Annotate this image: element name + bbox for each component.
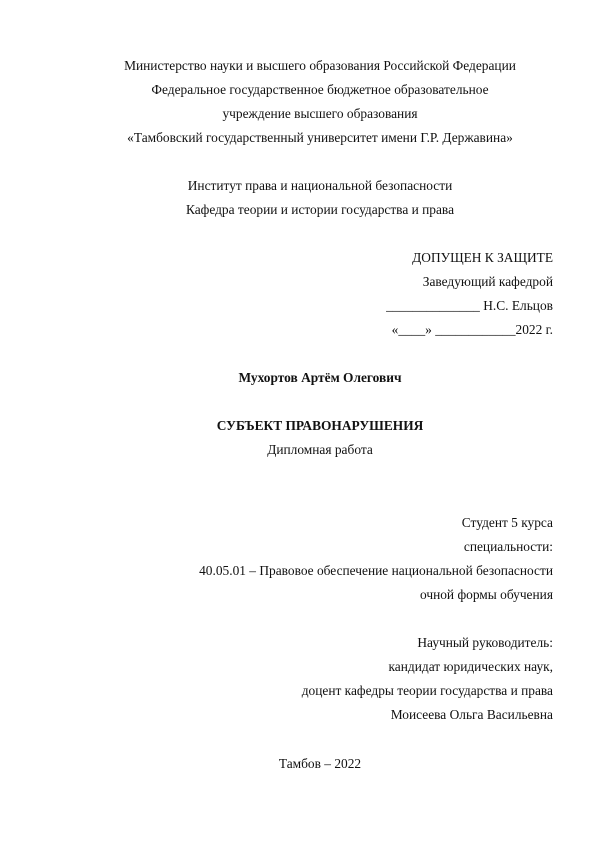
approval-signature: ______________ Н.С. Ельцов (386, 298, 553, 313)
ministry-line: Министерство науки и высшего образования Российской Федерации (124, 58, 516, 73)
department-line: Кафедра теории и истории государства и права (185, 202, 455, 217)
student-specialty: 40.05.01 – Правовое обеспечение национальной безопасности (199, 563, 553, 578)
supervisor-name: Моисеева Ольга Васильевна (390, 707, 553, 722)
university-line: «Тамбовский государственный университет имени Г.Р. Державина» (127, 130, 513, 145)
student-specialty-label: специальности: (463, 539, 553, 554)
student-study-form: очной формы обучения (419, 587, 553, 602)
author-name: Мухортов Артём Олегович (238, 370, 402, 385)
supervisor-position: доцент кафедры теории государства и права (301, 683, 553, 698)
supervisor-label: Научный руководитель: (417, 635, 553, 650)
approval-date: «____» ____________2022 г. (391, 322, 553, 337)
work-type: Дипломная работа (267, 442, 373, 457)
city-year: Тамбов – 2022 (278, 756, 362, 771)
supervisor-degree: кандидат юридических наук, (388, 659, 553, 674)
institution-line-2: учреждение высшего образования (222, 106, 418, 121)
approval-role: Заведующий кафедрой (422, 274, 553, 289)
student-course: Студент 5 курса (461, 515, 553, 530)
institute-line: Институт права и национальной безопасности (187, 178, 453, 193)
work-title: СУБЪЕКТ ПРАВОНАРУШЕНИЯ (216, 418, 424, 433)
institution-line-1: Федеральное государственное бюджетное образовательное (151, 82, 489, 97)
approval-heading: ДОПУЩЕН К ЗАЩИТЕ (412, 250, 553, 265)
